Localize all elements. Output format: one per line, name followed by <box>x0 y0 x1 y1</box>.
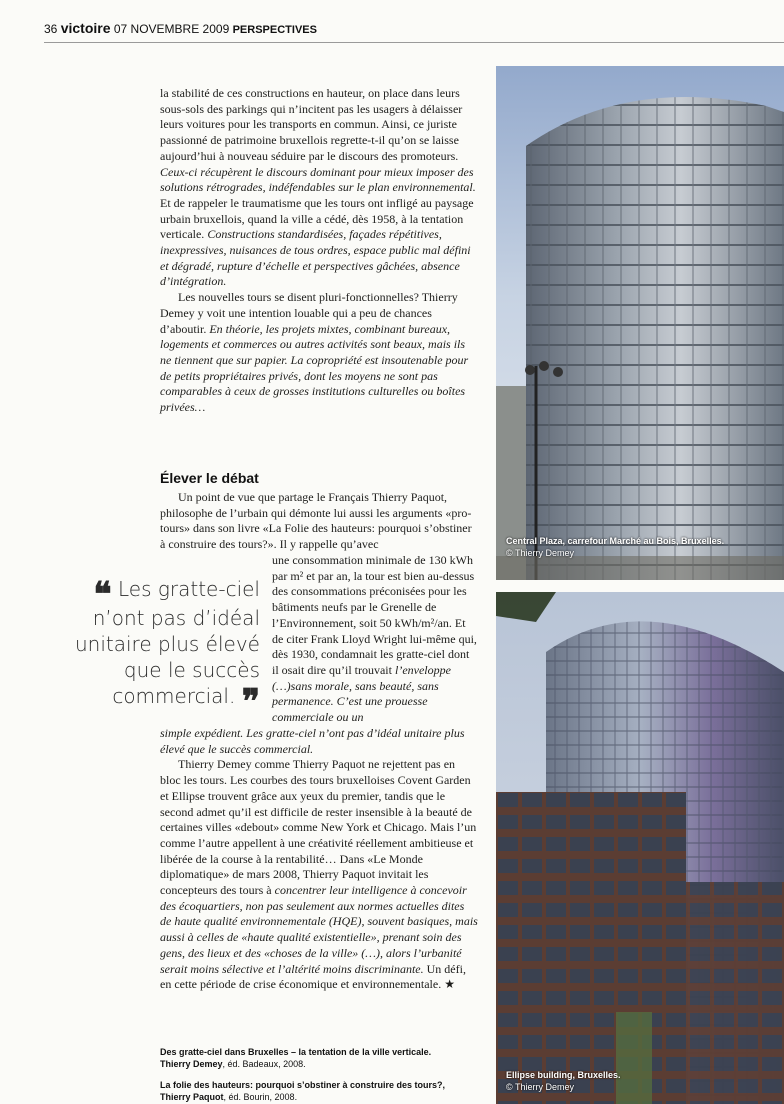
subheading: Élever le débat <box>160 470 259 486</box>
paragraph-4: Thierry Demey comme Thierry Paquot ne rejettent pas en bloc les tours. Les courbes des tours bruxelloises Covent Garden et Ellipse trouvent grâce aux yeux du premier, tandis que le second admet qu’il est difficile de rester insensible à la beauté de certaines villes «debout» comme New York et Chicago. Mais l’un comme l’autre appellent à une créativité réellement ambitieuse et libérée de la course à la rentabilité… Dans «Le Monde diplomatique» de mars 2008, Thierry Paquot invitait les concepteurs des tours à concentrer leur intelligence à concevoir des écoquartiers, non pas seulement aux normes actuelles dites de haute qualité environnementale (HQE), souvent basiques, mais aussi à celles de «haute qualité existentielle», prenant soin des gens, des lieux et des «choses de la ville» (…), alors l’urbanité serait moins sélective et l’altérité moins discriminante. Un défi, en cette période de crise économique et environnementale. ★ <box>160 757 478 992</box>
paragraph-1: la stabilité de ces constructions en hauteur, on place dans leurs sous-sols des parkings qui n’incitent pas les usagers à délaisser leurs voitures pour les transports en commun. Ainsi, ce juriste passionné de patrimoine bruxellois regrette-t-il qu’on se laisse aujourd’hui à nouveau séduire par le discours des promoteurs. Ceux-ci récupèrent le discours dominant pour mieux imposer des solutions rétrogrades, indéfendables sur le plan environnemental. Et de rappeler le traumatisme que les tours ont infligé au paysage urbain bruxellois, quand la ville a cédé, dès 1958, à la tentation verticale. Constructions standardisées, façades répétitives, inexpressives, nuisances de tous ordres, espace public mal défini et dégradé, rupture d’échelle et perspectives gâchées, absence d’intégration. <box>160 86 476 289</box>
bibliography-item-1: Des gratte-ciel dans Bruxelles – la tentation de la ville verticale. Thierry Demey, éd. Badeaux, 2008. <box>160 1047 432 1069</box>
page-number: 36 <box>44 22 58 36</box>
photo-ellipse-building <box>496 592 784 1104</box>
open-quote-mark: ❝ <box>93 575 112 615</box>
article-column-top <box>160 86 478 416</box>
photo-caption-2: Ellipse building, Bruxelles. © Thierry Demey <box>506 1070 621 1092</box>
photo-caption-1: Central Plaza, carrefour Marché au Bois, Bruxelles. © Thierry Demey <box>506 536 725 558</box>
close-quote-mark: ❞ <box>241 682 260 722</box>
paragraph-3a: Un point de vue que partage le Français Thierry Paquot, philosophe de l’urbain qui démonte lui aussi les arguments «pro-tours» dans son livre «La Folie des hauteurs: pourquoi s’obstiner à construire des tours?». Il y rappelle qu’avec <box>160 490 472 552</box>
paragraph-3c: simple expédient. Les gratte-ciel n’ont pas d’idéal unitaire plus élevé que le succès commercial. <box>160 726 465 756</box>
page-header <box>44 20 317 36</box>
section-name: PERSPECTIVES <box>232 24 317 36</box>
photo-central-plaza <box>496 66 784 580</box>
paragraph-3b: une consommation minimale de 130 kWh par m² et par an, la tour est bien au-dessus des consommations préconisées pour les bâtiments neufs par le Grenelle de l’Environnement, soit 50 kWh/m²/an. Et de citer Frank Lloyd Wright lui-même qui, dès 1930, condamnait les gratte-ciel dont il osait dire qu’il trouvait l’enveloppe (…)sans morale, sans beauté, sans permanence. C’est une prouesse commerciale ou un <box>272 553 477 725</box>
article-column-bottom <box>160 726 478 993</box>
pull-quote-text: Les gratte-ciel n’ont pas d’idéal unitaire plus élevé que le succès commercial. <box>74 577 260 708</box>
header-rule <box>44 42 784 43</box>
magazine-name: victoire <box>60 20 111 36</box>
paragraph-2: Les nouvelles tours se disent pluri-fonctionnelles? Thierry Demey y voit une intention louable qui a peu de chances d’aboutir. En théorie, les projets mixtes, combinant bureaux, logements et commerces ou autres activités sont beaux, mais ils ne tiennent que sur papier. La copropriété est insoutenable pour de petits propriétaires privés, dont les moyens ne sont pas comparables à ceux de grosses institutions culturelles ou boîtes privées… <box>160 290 469 415</box>
bibliography-item-2: La folie des hauteurs: pourquoi s’obstiner à construire des tours?, Thierry Paquot, éd. Bourin, 2008. <box>160 1080 446 1102</box>
issue-date: 07 NOVEMBRE 2009 <box>113 22 230 36</box>
pull-quote <box>64 575 260 722</box>
